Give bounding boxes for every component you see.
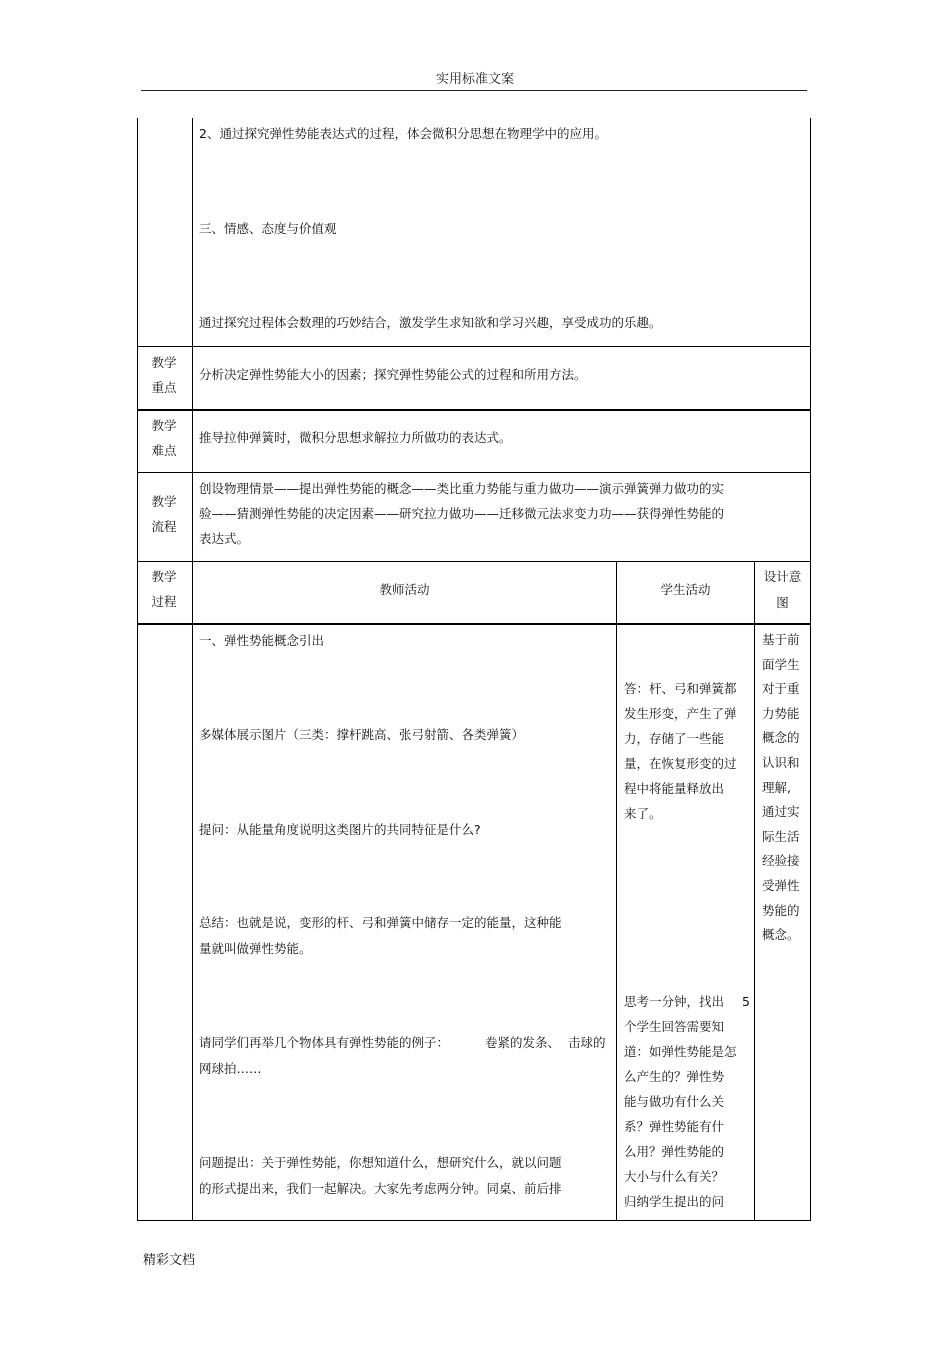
difficulties-label-line2: 难点: [151, 443, 177, 458]
student-answer-line: 力，存储了一些能: [624, 731, 725, 746]
student-think-block: [624, 989, 748, 1214]
row-divider-keypoints: [137, 409, 811, 411]
keypoints-label-line2: 重点: [151, 380, 177, 395]
student-think-line: 归纳学生提出的问: [624, 1194, 725, 1209]
student-answer-line: 发生形变，产生了弹: [624, 706, 737, 721]
student-count-number: 5: [742, 994, 750, 1009]
student-think-line: 大小与什么有关？: [624, 1169, 725, 1184]
student-think-line: 个学生回答需要知: [624, 1019, 725, 1034]
teacher-step-5-mid: 卷紧的发条、: [485, 1035, 561, 1050]
difficulties-label: [137, 413, 191, 463]
teacher-step-4-line2: 量就叫做弹性势能。: [199, 941, 312, 956]
process-label-line2: 过程: [151, 594, 177, 609]
process-label: [137, 564, 191, 614]
student-design-divider: [754, 561, 755, 1221]
teacher-step-2: 多媒体展示图片（三类：撑杆跳高、张弓射箭、各类弹簧）: [199, 727, 525, 742]
flow-line-3: 表达式。: [199, 531, 250, 546]
design-line: 概念。: [762, 927, 800, 943]
design-line: 面学生: [762, 656, 800, 672]
keypoints-text: 分析决定弹性势能大小的因素；探究弹性势能公式的过程和所用方法。: [199, 367, 587, 382]
teacher-step-6-line2: 的形式提出来，我们一起解决。大家先考虑两分钟。同桌、前后排: [199, 1181, 562, 1196]
keypoints-label-line1: 教学: [151, 355, 177, 370]
flow-label: [137, 489, 191, 539]
row-divider-difficulties: [137, 472, 811, 473]
student-answer-line: 答：杆、弓和弹簧都: [624, 681, 737, 696]
student-think-line: 么用？弹性势能的: [624, 1144, 725, 1159]
teacher-step-1: 一、弹性势能概念引出: [199, 633, 325, 648]
student-think-line: 系？弹性势能有什: [624, 1119, 725, 1134]
design-line: 认识和: [762, 754, 800, 770]
difficulties-label-line1: 教学: [151, 418, 177, 433]
student-answer-line: 程中将能量释放出: [624, 781, 725, 796]
teacher-step-5-line2: 网球拍……: [199, 1061, 262, 1076]
student-answer-line: 来了。: [624, 806, 662, 821]
student-think-line: 么产生的？弹性势: [624, 1069, 725, 1084]
row-divider-process-header: [137, 623, 811, 625]
process-label-line1: 教学: [151, 569, 177, 584]
flow-line-2: 验——猜测弹性势能的决定因素——研究拉力做功——迁移微元法求变力功——获得弹性势能的: [199, 506, 725, 521]
design-line: 势能的: [762, 902, 800, 918]
student-think-line: 能与做功有什么关: [624, 1094, 725, 1109]
student-think-line: 道：如弹性势能是怎: [624, 1044, 737, 1059]
teacher-step-5-right: 击球的: [568, 1035, 606, 1050]
section3-text: 通过探究过程体会数理的巧妙结合，激发学生求知欲和学习兴趣，享受成功的乐趣。: [199, 315, 662, 330]
design-intent-text: [762, 628, 806, 948]
row-divider-objectives: [137, 346, 811, 347]
design-intent-header-line2: 图: [776, 595, 789, 610]
design-line: 对于重: [762, 681, 800, 697]
keypoints-label: [137, 350, 191, 400]
student-answer-1: [624, 676, 748, 826]
teacher-step-4-line1: 总结：也就是说，变形的杆、弓和弹簧中储存一定的能量，这种能: [199, 915, 562, 930]
student-answer-line: 量，在恢复形变的过: [624, 756, 737, 771]
objective-item-2: 2、通过探究弹性势能表达式的过程，体会微积分思想在物理学中的应用。: [199, 126, 607, 141]
difficulties-text: 推导拉伸弹簧时，微积分思想求解拉力所做功的表达式。: [199, 430, 512, 445]
flow-label-line2: 流程: [151, 519, 177, 534]
teacher-step-6-line1: 问题提出：关于弹性势能，你想知道什么，想研究什么，就以问题: [199, 1155, 562, 1170]
design-intent-header-line1: 设计意: [763, 569, 802, 584]
flow-label-line1: 教学: [151, 494, 177, 509]
page-footer-text: 精彩文档: [143, 1253, 196, 1268]
teacher-step-3: 提问：从能量角度说明这类图片的共同特征是什么?: [199, 822, 481, 837]
design-line: 受弹性: [762, 877, 800, 893]
teacher-activity-header: 教师活动: [379, 582, 430, 597]
student-think-line-text: 思考一分钟，找出: [624, 994, 725, 1009]
flow-line-1: 创设物理情景——提出弹性势能的概念——类比重力势能与重力做功——演示弹簧弹力做功的实: [199, 481, 725, 496]
design-line: 通过实: [762, 804, 800, 820]
section3-title: 三、情感、态度与价值观: [199, 221, 337, 236]
table-left-border: [137, 118, 138, 1221]
design-line: 经验接: [762, 853, 800, 869]
student-activity-header: 学生活动: [660, 582, 711, 597]
header-divider: [141, 90, 807, 91]
student-think-line: [624, 989, 748, 1014]
design-intent-header: [755, 564, 810, 616]
design-line: 力势能: [762, 705, 800, 721]
teacher-step-5-left: 请同学们再举几个物体具有弹性势能的例子：: [199, 1035, 450, 1050]
page-header-title: 实用标准文案: [435, 72, 514, 87]
table-right-border: [810, 118, 811, 1221]
row-divider-flow: [137, 561, 811, 562]
teacher-student-divider: [616, 561, 617, 1221]
design-line: 概念的: [762, 730, 800, 746]
design-line: 基于前: [762, 632, 800, 647]
design-line: 理解,: [762, 779, 791, 795]
design-line: 际生活: [762, 828, 800, 844]
table-bottom-border: [137, 1220, 811, 1221]
label-column-divider: [192, 118, 193, 1221]
